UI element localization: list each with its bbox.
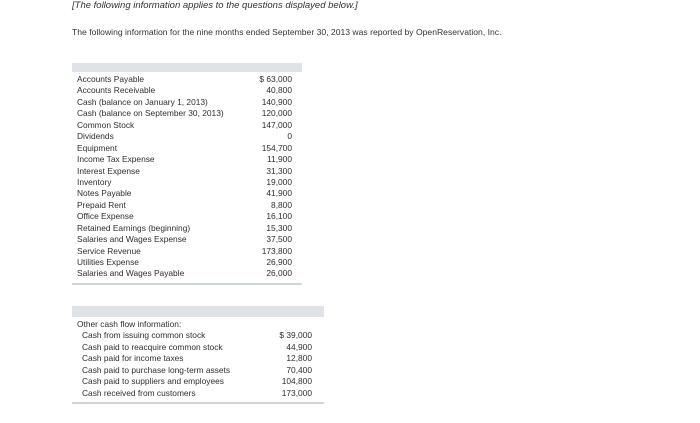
account-label: Cash (balance on January 1, 2013) bbox=[77, 96, 208, 107]
accounts-table-footer bbox=[72, 283, 302, 285]
account-label: Notes Payable bbox=[77, 188, 132, 199]
cashflow-label: Cash from issuing common stock bbox=[82, 330, 206, 341]
table-row bbox=[72, 376, 324, 387]
cashflow-label: Cash received from customers bbox=[82, 387, 196, 398]
account-value: 26,900 bbox=[266, 257, 292, 267]
account-label: Accounts Payable bbox=[77, 74, 145, 84]
table-row bbox=[72, 154, 302, 165]
account-label: Income Tax Expense bbox=[77, 154, 155, 165]
account-value: 19,000 bbox=[266, 176, 292, 187]
intro-note: [The following information applies to the questions displayed below.] bbox=[72, 0, 358, 11]
cashflow-value: 44,900 bbox=[286, 341, 312, 352]
table-row bbox=[72, 330, 324, 341]
problem-description: The following information for the nine months ended September 30, 2013 was reported by OpenReservation, Inc. bbox=[72, 27, 502, 37]
cashflow-value: 12,800 bbox=[286, 353, 312, 364]
table-row bbox=[72, 120, 302, 131]
account-label: Accounts Receivable bbox=[77, 85, 156, 96]
cashflow-value: 104,800 bbox=[281, 376, 312, 387]
account-value: 15,300 bbox=[266, 222, 292, 233]
table-row bbox=[72, 353, 324, 364]
account-value: 26,000 bbox=[266, 268, 292, 279]
account-value: 140,900 bbox=[261, 96, 292, 107]
table-row bbox=[72, 388, 324, 399]
table-row bbox=[72, 365, 324, 376]
table-row bbox=[72, 223, 302, 234]
cashflow-label: Cash paid to reacquire common stock bbox=[82, 341, 223, 352]
table-row bbox=[72, 188, 302, 199]
table-row bbox=[72, 85, 302, 96]
table-row bbox=[72, 177, 302, 188]
account-label: Salaries and Wages Payable bbox=[77, 268, 185, 279]
account-label: Dividends bbox=[77, 131, 114, 142]
account-label: Office Expense bbox=[77, 211, 134, 222]
table-row bbox=[72, 97, 302, 108]
cashflow-value: $ 39,000 bbox=[279, 330, 312, 341]
account-label: Cash (balance on September 30, 2013) bbox=[77, 108, 224, 119]
accounts-table bbox=[72, 63, 302, 285]
table-row bbox=[72, 342, 324, 353]
table-row bbox=[72, 211, 302, 222]
account-value: 37,500 bbox=[266, 234, 292, 245]
account-label: Interest Expense bbox=[77, 165, 140, 176]
accounts-rows bbox=[72, 72, 302, 280]
account-label: Equipment bbox=[77, 142, 118, 153]
cashflow-title-row bbox=[72, 319, 324, 330]
cashflow-table-header bbox=[72, 306, 324, 317]
table-row bbox=[72, 131, 302, 142]
account-label: Inventory bbox=[77, 176, 112, 187]
cashflow-label: Cash paid to suppliers and employees bbox=[82, 376, 224, 387]
cashflow-rows bbox=[72, 317, 324, 399]
account-value: $ 63,000 bbox=[259, 74, 292, 84]
table-row bbox=[72, 74, 302, 85]
cashflow-title: Other cash flow information: bbox=[77, 319, 182, 329]
table-row bbox=[72, 143, 302, 154]
account-value: 154,700 bbox=[261, 142, 292, 153]
account-label: Common Stock bbox=[77, 119, 135, 130]
table-row bbox=[72, 234, 302, 245]
account-value: 8,800 bbox=[271, 199, 292, 210]
account-label: Retained Earnings (beginning) bbox=[77, 222, 191, 233]
account-value: 40,800 bbox=[266, 85, 292, 96]
table-row bbox=[72, 246, 302, 257]
cashflow-value: 70,400 bbox=[286, 364, 312, 375]
account-value: 173,800 bbox=[261, 245, 292, 256]
account-label: Salaries and Wages Expense bbox=[77, 234, 187, 245]
account-value: 120,000 bbox=[261, 108, 292, 119]
table-row bbox=[72, 200, 302, 211]
account-label: Prepaid Rent bbox=[77, 199, 126, 210]
account-value: 0 bbox=[287, 131, 292, 142]
table-row bbox=[72, 166, 302, 177]
account-value: 31,300 bbox=[266, 165, 292, 176]
account-label: Utilities Expense bbox=[77, 257, 139, 267]
table-row bbox=[72, 108, 302, 119]
table-row bbox=[72, 257, 302, 268]
cashflow-table-footer bbox=[72, 402, 324, 404]
account-value: 147,000 bbox=[261, 119, 292, 130]
account-value: 41,900 bbox=[266, 188, 292, 199]
cashflow-label: Cash paid for income taxes bbox=[82, 353, 184, 364]
account-label: Service Revenue bbox=[77, 245, 141, 256]
cashflow-value: 173,000 bbox=[281, 387, 312, 398]
cashflow-table bbox=[72, 306, 324, 404]
account-value: 16,100 bbox=[266, 211, 292, 222]
cashflow-label: Cash paid to purchase long-term assets bbox=[82, 364, 231, 375]
accounts-table-header bbox=[72, 63, 302, 72]
account-value: 11,900 bbox=[267, 154, 292, 165]
table-row bbox=[72, 268, 302, 279]
